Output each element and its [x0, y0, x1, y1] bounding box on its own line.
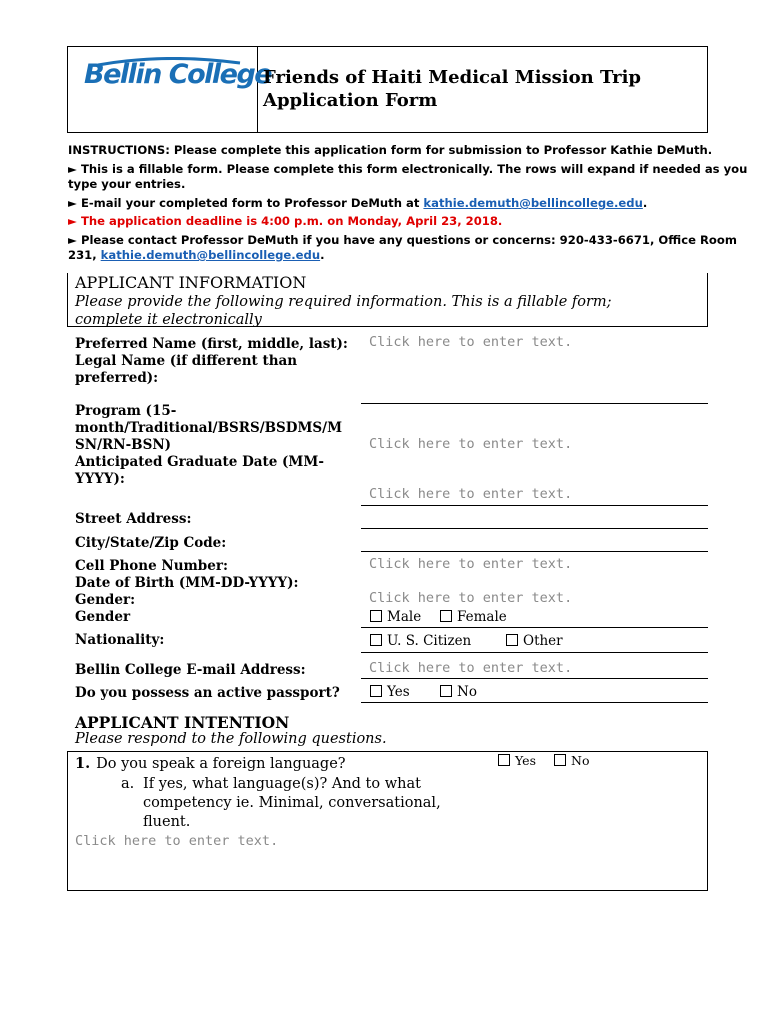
email-link[interactable]: kathie.demuth@bellincollege.edu — [100, 248, 321, 262]
instructions-line: type your entries. — [68, 177, 186, 191]
email-line — [361, 678, 708, 679]
instructions-line: ► Please contact Professor DeMuth if you have any questions or concerns: 920-433-6671, Office Room — [68, 233, 737, 247]
checkbox-icon — [370, 610, 382, 622]
legal-name-label: Legal Name (if different than preferred): — [75, 353, 298, 386]
instructions-line: INSTRUCTIONS: Please complete this application form for submission to Professor Kathie DeMuth. — [68, 143, 713, 157]
language-input[interactable]: Click here to enter text. — [75, 833, 279, 849]
email-link[interactable]: kathie.demuth@bellincollege.edu — [423, 196, 643, 210]
street-address-label: Street Address: — [75, 511, 192, 527]
instructions-line: 231, kathie.demuth@bellincollege.edu. — [68, 248, 325, 262]
checkbox-icon — [370, 634, 382, 646]
bellin-college-logo: Bellin College — [84, 59, 272, 90]
preferred-name-input[interactable]: Click here to enter text. — [369, 334, 573, 350]
gender-label: Gender: — [75, 592, 136, 608]
us-citizen-checkbox[interactable]: U. S. Citizen — [370, 633, 471, 649]
language-no-checkbox[interactable]: No — [554, 753, 589, 768]
passport-label: Do you possess an active passport? — [75, 685, 340, 701]
instructions-line: ► This is a fillable form. Please complete this form electronically. The rows will expand if needed as you — [68, 162, 748, 176]
email-input[interactable]: Click here to enter text. — [369, 660, 573, 676]
instructions-line: ► E-mail your completed form to Professor DeMuth at kathie.demuth@bellincollege.edu. — [68, 196, 648, 210]
dob-label: Date of Birth (MM-DD-YYYY): — [75, 575, 299, 591]
nationality-label: Nationality: — [75, 632, 165, 648]
preferred-name-label: Preferred Name (first, middle, last): — [75, 336, 348, 352]
checkbox-icon — [440, 685, 452, 697]
passport-line — [361, 702, 708, 703]
city-state-zip-input-line[interactable] — [361, 551, 708, 552]
checkbox-icon — [554, 754, 566, 766]
other-nationality-checkbox[interactable]: Other — [506, 633, 563, 649]
question-1a: a. If yes, what language(s)? And to what competency ie. Minimal, conversational, fluent. — [121, 776, 441, 830]
checkbox-icon — [498, 754, 510, 766]
passport-yes-checkbox[interactable]: Yes — [370, 684, 410, 700]
language-yes-checkbox[interactable]: Yes — [498, 753, 536, 768]
grad-date-input-line — [361, 505, 708, 506]
cell-phone-input[interactable]: Click here to enter text. — [369, 556, 573, 572]
grad-date-label: Anticipated Graduate Date (MM- YYYY): — [75, 454, 324, 487]
female-checkbox[interactable]: Female — [440, 609, 507, 625]
cell-phone-label: Cell Phone Number: — [75, 558, 228, 574]
intention-subheading: Please respond to the following questions. — [75, 731, 387, 747]
deadline-notice: ► The application deadline is 4:00 p.m. on Monday, April 23, 2018. — [68, 214, 503, 228]
nationality-line — [361, 652, 708, 653]
legal-name-input-line[interactable] — [361, 403, 708, 404]
program-input[interactable]: Click here to enter text. — [369, 436, 573, 452]
intention-heading: APPLICANT INTENTION — [75, 713, 290, 732]
male-checkbox[interactable]: Male — [370, 609, 421, 625]
checkbox-icon — [440, 610, 452, 622]
gender-line — [361, 627, 708, 628]
grad-date-input[interactable]: Click here to enter text. — [369, 486, 573, 502]
applicant-heading: APPLICANT INFORMATION — [75, 273, 307, 292]
question-1: 1. Do you speak a foreign language? — [75, 755, 346, 772]
street-address-input-line[interactable] — [361, 528, 708, 529]
form-title: Friends of Haiti Medical Mission Trip Application Form — [263, 67, 641, 111]
passport-no-checkbox[interactable]: No — [440, 684, 477, 700]
applicant-subheading: Please provide the following required information. This is a fillable form; complete it electronically — [75, 294, 612, 328]
program-label: Program (15- month/Traditional/BSRS/BSDMS/M SN/RN-BSN) — [75, 403, 343, 453]
gender-label: Gender — [75, 609, 131, 625]
city-state-zip-label: City/State/Zip Code: — [75, 535, 227, 551]
dob-input[interactable]: Click here to enter text. — [369, 590, 573, 606]
checkbox-icon — [506, 634, 518, 646]
email-label: Bellin College E-mail Address: — [75, 662, 306, 678]
checkbox-icon — [370, 685, 382, 697]
